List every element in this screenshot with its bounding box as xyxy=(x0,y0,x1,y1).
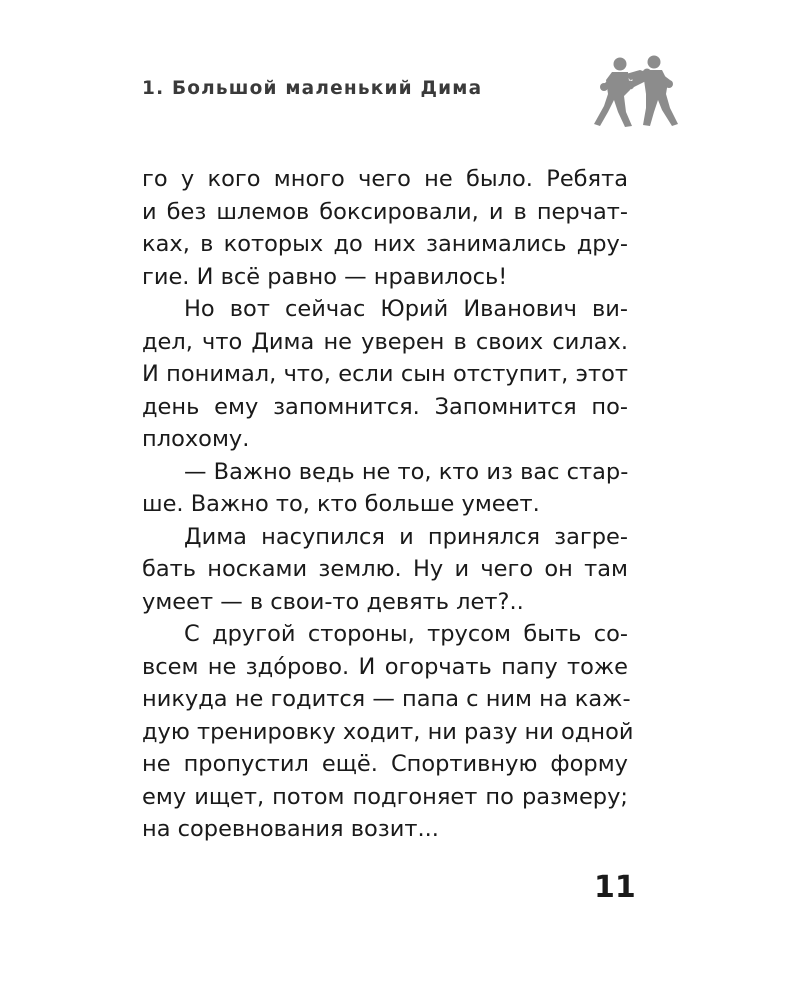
text-line: дел, что Дима не уверен в своих силах. xyxy=(142,328,628,355)
body-text xyxy=(142,163,634,846)
text-line: день ему запомнится. Запомнится по- xyxy=(142,393,628,420)
text-line: не пропустил ещё. Спортивную форму xyxy=(142,751,628,777)
text-line: плохому. xyxy=(142,426,250,452)
text-line: И понимал, что, если сын отступит, этот xyxy=(142,361,628,387)
text-line: гие. И всё равно — нравилось! xyxy=(142,263,508,290)
chapter-title: 1. Большой маленький Дима xyxy=(142,78,483,99)
text-line: дую тренировку ходит, ни разу ни одной xyxy=(142,718,634,745)
text-line: на соревнования возит... xyxy=(142,816,439,842)
page-number: 11 xyxy=(594,870,636,905)
text-line: го у кого много чего не было. Ребята xyxy=(142,166,628,192)
text-line: Но вот сейчас Юрий Иванович ви- xyxy=(184,296,628,322)
text-line: умеет — в свои-то девять лет?.. xyxy=(142,588,524,615)
boxers-icon xyxy=(590,50,682,130)
text-line: — Важно ведь не то, кто из вас стар- xyxy=(184,458,629,485)
text-line: ках, в которых до них занимались дру- xyxy=(142,231,628,257)
text-line: Дима насупился и принялся загре- xyxy=(184,523,628,550)
text-line: никуда не годится — папа с ним на каж- xyxy=(142,686,631,712)
text-line: ему ищет, потом подгоняет по размеру; xyxy=(142,783,628,810)
text-line: бать носками землю. Ну и чего он там xyxy=(142,556,628,582)
text-line: и без шлемов боксировали, и в перчат- xyxy=(142,198,628,225)
text-line: всем не здóрово. И огорчать папу тоже xyxy=(142,653,628,680)
text-line: С другой стороны, трусом быть со- xyxy=(184,621,628,647)
text-line: ше. Важно то, кто больше умеет. xyxy=(142,491,540,517)
